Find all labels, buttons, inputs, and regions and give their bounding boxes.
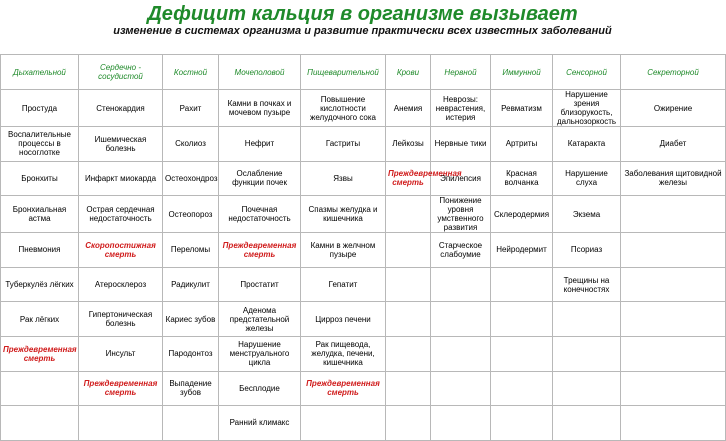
table-cell: Диабет <box>621 127 726 162</box>
table-cell: Катаракта <box>553 127 621 162</box>
table-cell: Старческое слабоумие <box>431 233 491 268</box>
column-header: Сенсорной <box>553 55 621 90</box>
column-header: Секреторной <box>621 55 726 90</box>
table-cell <box>621 267 726 302</box>
table-cell: Бронхиальная астма <box>1 196 79 233</box>
table-cell: Язвы <box>301 161 386 196</box>
table-cell: Гепатит <box>301 267 386 302</box>
table-cell: Псориаз <box>553 233 621 268</box>
header-row <box>1 55 726 90</box>
table-cell: Склеродермия <box>491 196 553 233</box>
table-cell <box>553 302 621 337</box>
column-header: Сердечно - сосудистой <box>79 55 163 90</box>
table-cell: Нарушение слуха <box>553 161 621 196</box>
table-cell: Атеросклероз <box>79 267 163 302</box>
table-cell <box>491 302 553 337</box>
table-row <box>1 233 726 268</box>
table-cell: Аденома предстательной железы <box>219 302 301 337</box>
table-cell: Гипертоническая болезнь <box>79 302 163 337</box>
table-cell: Остеохондроз <box>163 161 219 196</box>
column-header: Иммунной <box>491 55 553 90</box>
table-cell <box>431 336 491 371</box>
table-cell: Выпадение зубов <box>163 371 219 406</box>
table-cell: Повышение кислотности желудочного сока <box>301 90 386 127</box>
table-cell: Экзема <box>553 196 621 233</box>
table-cell: Рак пищевода, желудка, печени, кишечника <box>301 336 386 371</box>
table-cell: Скоропостижная смерть <box>79 233 163 268</box>
table-cell <box>621 406 726 441</box>
table-cell: Сколиоз <box>163 127 219 162</box>
table-cell: Понижение уровня умственного развития <box>431 196 491 233</box>
table-cell: Ишемическая болезнь <box>79 127 163 162</box>
table-cell <box>553 336 621 371</box>
table-cell <box>431 406 491 441</box>
table-cell: Ранний климакс <box>219 406 301 441</box>
table-cell: Анемия <box>386 90 431 127</box>
table-cell: Бесплодие <box>219 371 301 406</box>
table-cell: Эпилепсия <box>431 161 491 196</box>
table-cell <box>386 267 431 302</box>
table-cell: Бронхиты <box>1 161 79 196</box>
table-cell: Трещины на конечностях <box>553 267 621 302</box>
table-cell: Острая сердечная недостаточность <box>79 196 163 233</box>
table-cell: Пародонтоз <box>163 336 219 371</box>
table-cell <box>621 233 726 268</box>
table-cell: Камни в почках и мочевом пузыре <box>219 90 301 127</box>
table-cell: Туберкулёз лёгких <box>1 267 79 302</box>
table-cell: Стенокардия <box>79 90 163 127</box>
table-cell <box>301 406 386 441</box>
table-cell <box>386 302 431 337</box>
table-cell: Рахит <box>163 90 219 127</box>
table-cell: Остеопороз <box>163 196 219 233</box>
table-cell: Лейкозы <box>386 127 431 162</box>
table-cell <box>621 302 726 337</box>
table-cell: Рак лёгких <box>1 302 79 337</box>
column-header: Костной <box>163 55 219 90</box>
table-cell: Нейродермит <box>491 233 553 268</box>
table-cell: Нарушение зрения близорукость, дальнозоркость <box>553 90 621 127</box>
table-cell <box>491 371 553 406</box>
column-header: Нервной <box>431 55 491 90</box>
table-cell <box>386 406 431 441</box>
table-row <box>1 267 726 302</box>
table-cell: Пневмония <box>1 233 79 268</box>
table-cell: Красная волчанка <box>491 161 553 196</box>
table-cell: Нарушение менструального цикла <box>219 336 301 371</box>
table-row <box>1 161 726 196</box>
table-cell <box>1 371 79 406</box>
table-cell: Гастриты <box>301 127 386 162</box>
column-header: Мочеполовой <box>219 55 301 90</box>
table-cell: Преждевременная смерть <box>386 161 431 196</box>
table-cell: Почечная недостаточность <box>219 196 301 233</box>
table-cell: Нефрит <box>219 127 301 162</box>
column-header: Крови <box>386 55 431 90</box>
table-cell <box>553 406 621 441</box>
table-cell: Цирроз печени <box>301 302 386 337</box>
table-cell <box>163 406 219 441</box>
column-header: Дыхательной <box>1 55 79 90</box>
table-row <box>1 371 726 406</box>
table-cell <box>491 336 553 371</box>
page-title: Дефицит кальция в организме вызывает <box>147 3 578 25</box>
table-cell <box>431 267 491 302</box>
page-subtitle: изменение в системах организма и развитие практически всех известных заболеваний <box>113 25 612 37</box>
table-cell: Ожирение <box>621 90 726 127</box>
table-cell <box>386 336 431 371</box>
table-cell <box>386 196 431 233</box>
table-row <box>1 302 726 337</box>
table-cell <box>491 406 553 441</box>
table-cell: Воспалительные процессы в носоглотке <box>1 127 79 162</box>
table-cell: Преждевременная смерть <box>219 233 301 268</box>
table-cell: Инфаркт миокарда <box>79 161 163 196</box>
table-cell <box>621 371 726 406</box>
table-cell: Ослабление функции почек <box>219 161 301 196</box>
column-header: Пищеварительной <box>301 55 386 90</box>
table-cell: Простатит <box>219 267 301 302</box>
table-cell: Преждевременная смерть <box>1 336 79 371</box>
table-cell <box>431 302 491 337</box>
table-cell: Спазмы желудка и кишечника <box>301 196 386 233</box>
table-cell: Ревматизм <box>491 90 553 127</box>
table-cell: Преждевременная смерть <box>301 371 386 406</box>
table-cell <box>621 196 726 233</box>
table-cell <box>491 267 553 302</box>
table-cell <box>386 371 431 406</box>
diseases-table <box>0 54 726 441</box>
table-cell: Радикулит <box>163 267 219 302</box>
table-cell: Неврозы: неврастения, истерия <box>431 90 491 127</box>
table-row <box>1 90 726 127</box>
table-cell: Заболевания щитовидной железы <box>621 161 726 196</box>
table-row <box>1 336 726 371</box>
table-cell: Кариес зубов <box>163 302 219 337</box>
table-row <box>1 127 726 162</box>
table-cell <box>386 233 431 268</box>
table-cell: Камни в желчном пузыре <box>301 233 386 268</box>
table-cell <box>79 406 163 441</box>
table-cell: Артриты <box>491 127 553 162</box>
table-cell: Простуда <box>1 90 79 127</box>
table-cell <box>621 336 726 371</box>
table-cell: Преждевременная смерть <box>79 371 163 406</box>
table-cell: Нервные тики <box>431 127 491 162</box>
table-cell: Переломы <box>163 233 219 268</box>
table-cell: Инсульт <box>79 336 163 371</box>
table-cell <box>553 371 621 406</box>
table-row <box>1 406 726 441</box>
table-cell <box>431 371 491 406</box>
table-cell <box>1 406 79 441</box>
table-row <box>1 196 726 233</box>
